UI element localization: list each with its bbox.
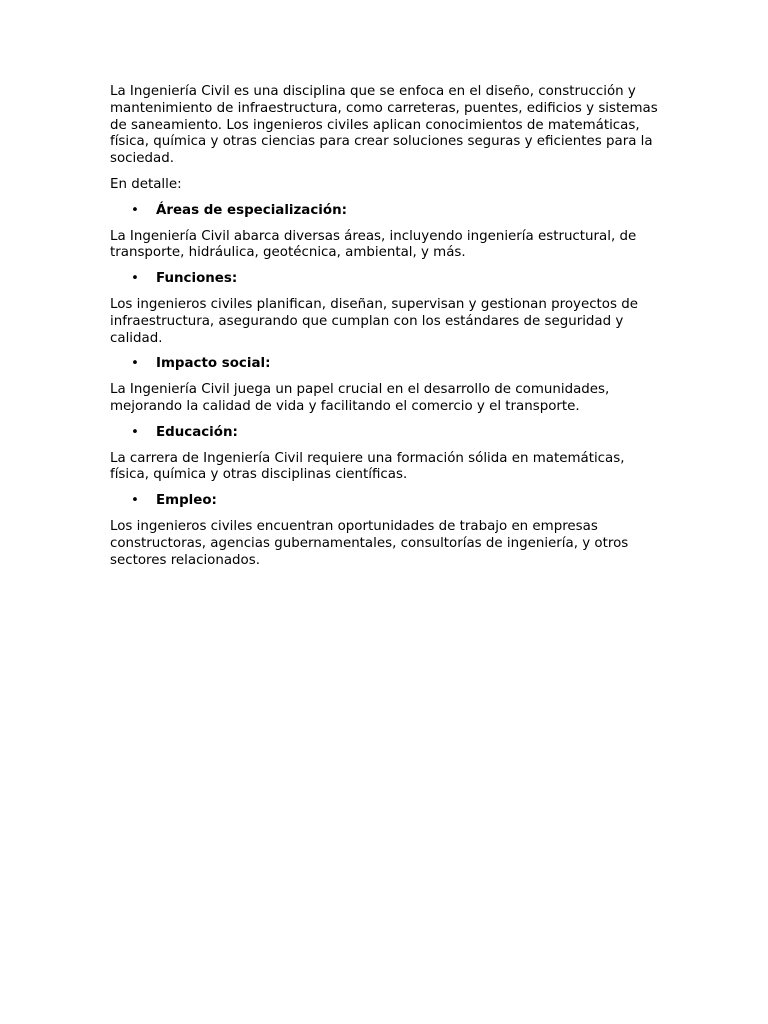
section-heading: Educación:: [156, 424, 238, 440]
section-body: La Ingeniería Civil abarca diversas áreas, incluyendo ingeniería estructural, de transporte, hidráulica, geotécnica, ambiental, y más.: [110, 228, 637, 261]
bullet-areas: [110, 203, 662, 220]
section-heading: Funciones:: [156, 271, 238, 287]
bullet-empleo: [110, 493, 662, 510]
bullet-icon: •: [131, 202, 139, 218]
section-body: La carrera de Ingeniería Civil requiere una formación sólida en matemáticas, física, química y otras disciplinas científicas.: [110, 450, 625, 483]
section-body: La Ingeniería Civil juega un papel crucial en el desarrollo de comunidades, mejorando la calidad de vida y facilitando el comercio y el transporte.: [110, 382, 610, 414]
bullet-educacion: [110, 425, 662, 442]
bullet-icon: •: [131, 271, 139, 287]
section-heading: Áreas de especialización:: [156, 202, 347, 218]
detail-label: En detalle:: [110, 176, 182, 192]
bullet-icon: •: [131, 356, 139, 372]
bullet-funciones: [110, 271, 662, 288]
bullet-icon: •: [131, 424, 139, 440]
section-heading: Empleo:: [156, 493, 217, 509]
document-page: [110, 84, 662, 578]
section-heading: Impacto social:: [156, 356, 271, 372]
bullet-icon: •: [131, 493, 139, 509]
section-body: Los ingenieros civiles encuentran oportunidades de trabajo en empresas constructoras, agencias gubernamentales, consultorías de ingeniería, y otros sectores relacionados.: [110, 518, 629, 568]
intro-paragraph: La Ingeniería Civil es una disciplina que se enfoca en el diseño, construcción y mantenimiento de infraestructura, como carreteras, puentes, edificios y sistemas de saneamiento. Los ingenieros civiles aplican conocimientos de matemáticas, física, química y otras ciencias para crear soluciones seguras y eficientes para la sociedad.: [110, 84, 658, 167]
bullet-impacto: [110, 356, 662, 373]
section-body: Los ingenieros civiles planifican, diseñan, supervisan y gestionan proyectos de infraestructura, asegurando que cumplan con los estándares de seguridad y calidad.: [110, 296, 638, 346]
